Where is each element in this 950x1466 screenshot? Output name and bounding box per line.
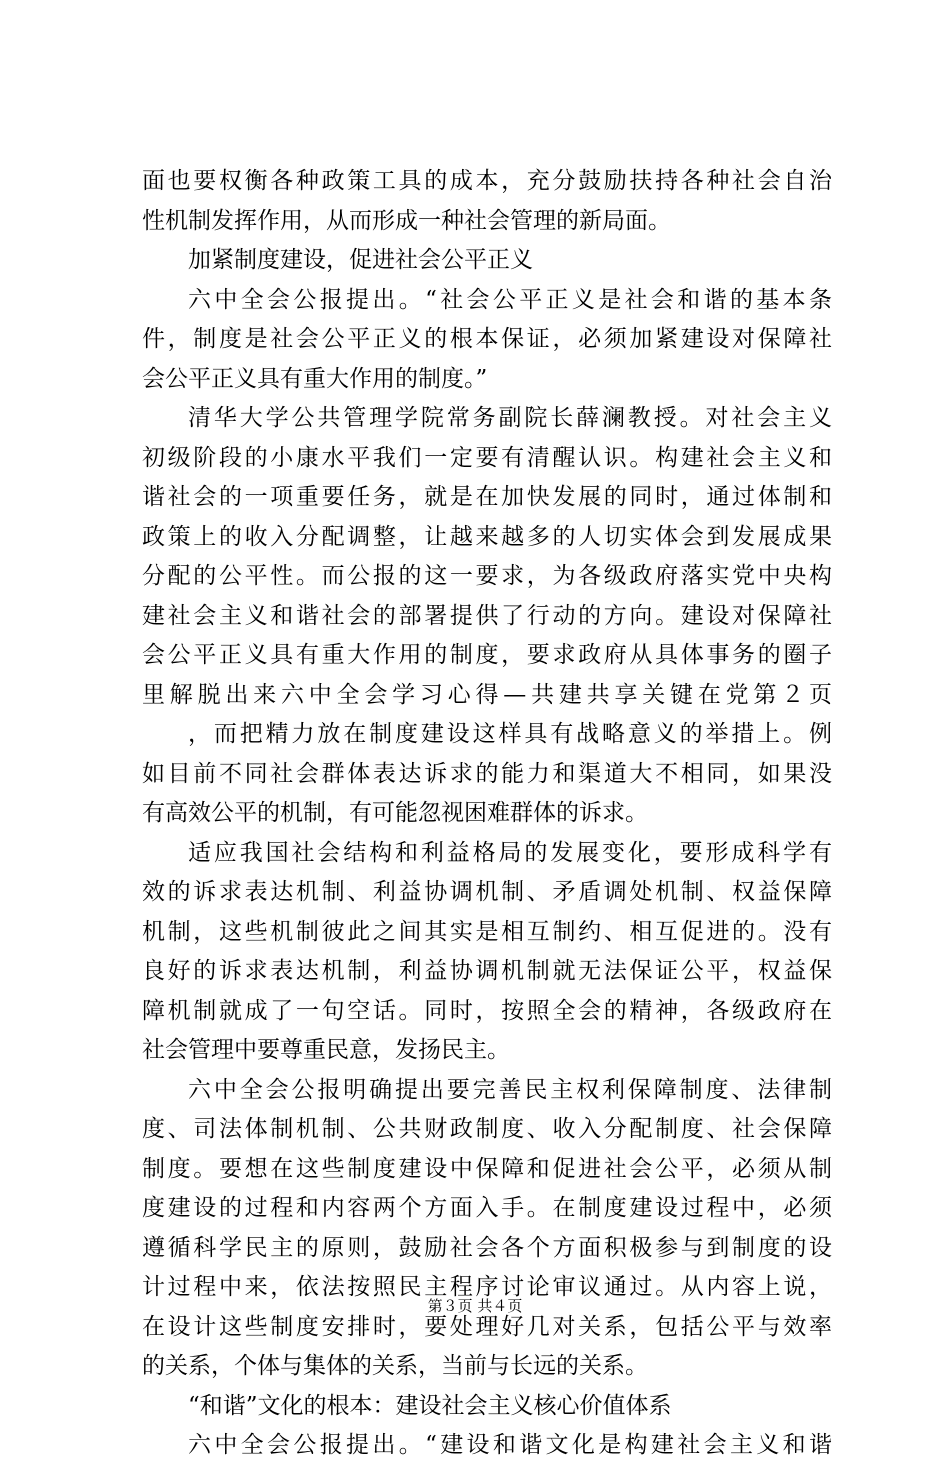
body-text (142, 162, 832, 1466)
text-line: 效的诉求表达机制、利益协调机制、矛盾调处机制、权益保障 (142, 879, 832, 905)
text-line: 度建设的过程和内容两个方面入手。在制度建设过程中，必须 (142, 1195, 832, 1221)
text-line: 分配的公平性。而公报的这一要求，为各级政府落实党中央构 (142, 563, 832, 589)
text-line: 初级阶段的小康水平我们一定要有清醒认识。构建社会主义和 (142, 444, 832, 471)
text-line: 政策上的收入分配调整，让越来越多的人切实体会到发展成果 (142, 523, 832, 550)
text-line: 有高效公平的机制，有可能忽视困难群体的诉求。 (142, 800, 648, 826)
text-line: 性机制发挥作用，从而形成一种社会管理的新局面。 (142, 207, 671, 234)
text-line: 建社会主义和谐社会的部署提供了行动的方向。建设对保障社 (142, 602, 832, 629)
text-line: 件，制度是社会公平正义的根本保证，必须加紧建设对保障社 (142, 326, 832, 352)
text-line: 的关系，个体与集体的关系，当前与长远的关系。 (142, 1353, 648, 1379)
text-line: 会公平正义具有重大作用的制度，要求政府从具体事务的圈子 (142, 642, 832, 668)
text-line: 六中全会公报提出。“社会公平正义是社会和谐的基本条 (188, 286, 832, 313)
text-line: 在设计这些制度安排时，要处理好几对关系，包括公平与效率 (142, 1313, 832, 1340)
section-heading: “和谐”文化的根本：建设社会主义核心价值体系 (188, 1392, 672, 1419)
text-line: ，而把精力放在制度建设这样具有战略意义的举措上。例 (188, 721, 832, 747)
text-line: 社会管理中要尊重民意，发扬民主。 (142, 1037, 510, 1063)
text-line: 会公平正义具有重大作用的制度。” (142, 365, 488, 392)
text-line: 谐社会的一项重要任务，就是在加快发展的同时，通过体制和 (142, 484, 832, 510)
section-heading: 加紧制度建设，促进社会公平正义 (188, 247, 533, 273)
text-line: 面也要权衡各种政策工具的成本，充分鼓励扶持各种社会自治 (142, 168, 832, 194)
text-line: 计过程中来，依法按照民主程序讨论审议通过。从内容上说， (142, 1274, 832, 1300)
text-line: 清华大学公共管理学院常务副院长薛澜教授。对社会主义 (188, 405, 832, 431)
text-line: 六中全会公报提出。“建设和谐文化是构建社会主义和谐 (188, 1432, 832, 1458)
text-line: 如目前不同社会群体表达诉求的能力和渠道大不相同，如果没 (142, 760, 832, 787)
text-line: 制度。要想在这些制度建设中保障和促进社会公平，必须从制 (142, 1155, 832, 1182)
text-line: 度、司法体制机制、公共财政制度、收入分配制度、社会保障 (142, 1116, 832, 1142)
text-line: 里解脱出来六中全会学习心得—共建共享关键在党第２页 (142, 681, 832, 708)
text-line: 六中全会公报明确提出要完善民主权利保障制度、法律制 (188, 1076, 832, 1103)
text-line: 机制，这些机制彼此之间其实是相互制约、相互促进的。没有 (142, 918, 832, 945)
text-line: 良好的诉求表达机制，利益协调机制就无法保证公平，权益保 (142, 958, 832, 984)
text-line: 遵循科学民主的原则，鼓励社会各个方面积极参与到制度的设 (142, 1234, 832, 1261)
text-line: 适应我国社会结构和利益格局的发展变化，要形成科学有 (188, 839, 832, 866)
text-line: 障机制就成了一句空话。同时，按照全会的精神，各级政府在 (142, 997, 832, 1024)
page-footer: 第３页 共４页 (427, 1297, 523, 1315)
